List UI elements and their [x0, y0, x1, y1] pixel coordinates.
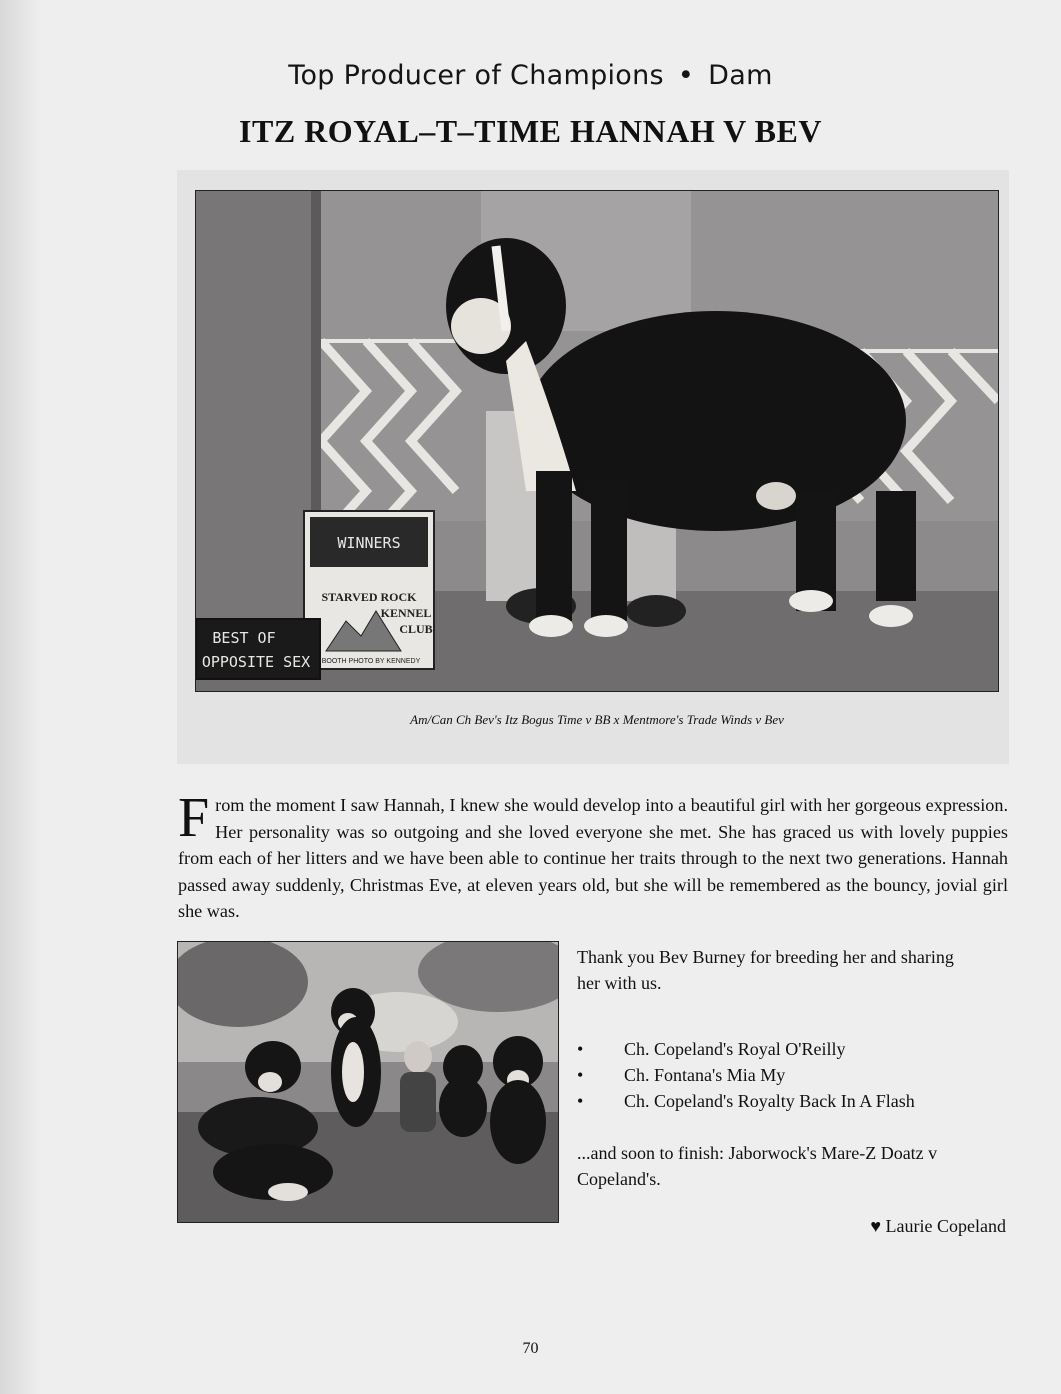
soon-to-finish-note: ...and soon to finish: Jaborwock's Mare-Z Doatz v Copeland's.: [577, 1143, 938, 1189]
sign-winners-text: WINNERS: [337, 534, 401, 552]
signature-name: Laurie Copeland: [885, 1216, 1006, 1236]
page-number: 70: [522, 1340, 539, 1357]
heart-icon: ♥: [870, 1216, 882, 1236]
main-dog-photo: [195, 190, 999, 692]
sign-photo-credit: BOOTH PHOTO BY KENNEDY: [321, 658, 421, 665]
dog-name-title: ITZ ROYAL–T–TIME HANNAH V BEV: [239, 113, 822, 149]
body-paragraph-text: rom the moment I saw Hannah, I knew she would develop into a beautiful girl with her gorgeous expression. Her personality was so outgoing and she loved everyone she met. She has graced us with lovely puppies from each of her litters and we have been able to continue her traits through to the next two generations. Hannah passed away suddenly, Christmas Eve, at eleven years old, but she will be remembered as the bouncy, jovial girl she was.: [178, 795, 1008, 921]
list-item: [577, 1062, 997, 1088]
signature: [870, 1216, 1006, 1237]
list-bullet: •: [577, 1065, 584, 1085]
page-heading: [0, 60, 1061, 91]
sign-best-line1: BEST OF: [212, 629, 276, 647]
list-bullet: •: [577, 1091, 584, 1111]
champion-offspring-list: [577, 1036, 997, 1114]
list-bullet: •: [577, 1039, 584, 1059]
sign-club-line1: STARVED ROCK: [321, 590, 417, 604]
page-edge-shadow: [0, 0, 40, 1394]
thank-you-note: Thank you Bev Burney for breeding her and sharing her with us.: [577, 947, 954, 993]
heading-title: Top Producer of Champions: [288, 60, 664, 91]
heading-category: Dam: [708, 60, 773, 91]
offspring-name: Ch. Copeland's Royal O'Reilly: [624, 1039, 846, 1059]
offspring-name: Ch. Fontana's Mia My: [624, 1065, 786, 1085]
sign-club-line3: CLUB: [399, 622, 433, 636]
sign-best-line2: OPPOSITE SEX: [201, 653, 311, 671]
winners-sign: [304, 511, 434, 669]
list-item: [577, 1036, 997, 1062]
heading-separator: •: [677, 60, 695, 91]
photo-caption: Am/Can Ch Bev's Itz Bogus Time v BB x Mentmore's Trade Winds v Bev: [410, 712, 784, 727]
drop-cap: F: [178, 787, 210, 849]
offspring-name: Ch. Copeland's Royalty Back In A Flash: [624, 1091, 915, 1111]
best-of-opposite-sex-sign: [196, 619, 320, 679]
family-group-photo: [177, 941, 559, 1223]
body-paragraph: [178, 787, 1008, 925]
list-item: [577, 1088, 997, 1114]
sign-club-line2: KENNEL: [380, 606, 432, 620]
